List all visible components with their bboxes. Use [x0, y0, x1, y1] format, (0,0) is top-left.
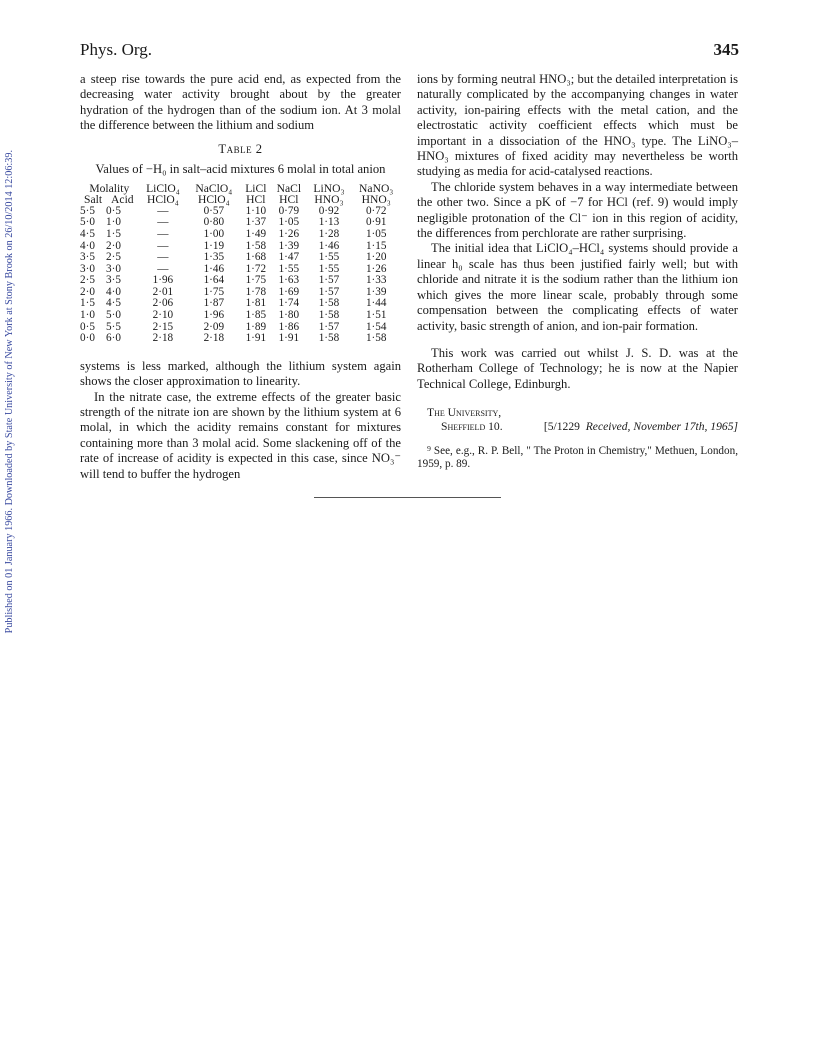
table-cell: 1·5 [106, 227, 121, 240]
download-watermark-text: Published on 01 January 1966. Downloaded by State University of New York at Stony Brook on 26/10/2014 12:06:39. [4, 150, 15, 634]
table-cell: 1·33 [365, 274, 387, 287]
table-cell: — [157, 227, 169, 240]
table-cell: 0·0 [80, 332, 95, 345]
column-subheader: HNO₃ [361, 193, 391, 207]
column-header: Molality [89, 181, 130, 195]
table-row [80, 333, 401, 345]
running-head-journal: Phys. Org. [80, 40, 152, 59]
received-date: Received, November 17th, 1965] [585, 419, 738, 433]
table-cell: 0·5 [80, 320, 95, 333]
table-cell: 1·75 [245, 274, 267, 287]
table-cell: 1·13 [318, 216, 340, 229]
column-subheader: HClO₄ [197, 193, 230, 207]
table-cell: — [157, 204, 169, 217]
right-column [417, 72, 738, 483]
table-cell: 1·58 [318, 297, 340, 310]
page-number: 345 [713, 40, 739, 59]
table-cell: 0·57 [203, 204, 225, 217]
table-row [80, 287, 401, 299]
table-cell: 1·5 [80, 297, 95, 310]
table-body [80, 206, 401, 345]
table-cell: — [157, 262, 169, 275]
table-cell: 1·55 [278, 262, 300, 275]
paragraph-right-1: ions by forming neutral HNO₃; but the detailed interpretation is naturally complicated by the accompanying changes in water activity, ion-pairing effects with the metal cation, and the electrostatic activity coefficient effects which must be important in a dissociation of the HNO₃ type. The LiNO₃–HNO₃ mixtures of fixed acidity may nevertheless be worth studying as media for acid-catalysed reactions. [417, 72, 738, 179]
table-caption: Values of −H₀ in salt–acid mixtures 6 molal in total anion [95, 162, 386, 177]
table-cell: 2·09 [203, 320, 225, 333]
table-cell: 2·06 [152, 297, 174, 310]
table-cell: 1·91 [245, 332, 267, 345]
receipt-info [544, 420, 738, 433]
table-cell: 4·0 [106, 285, 121, 298]
table-cell: 0·91 [365, 216, 387, 229]
table-cell: 1·87 [203, 297, 225, 310]
table-row [80, 264, 401, 276]
table-row [80, 322, 401, 334]
column-header: NaClO₄ [195, 181, 233, 195]
column-subheader: Salt [84, 193, 103, 207]
table-cell: 1·96 [203, 309, 225, 322]
footnote: ⁹ See, e.g., R. P. Bell, " The Proton in Chemistry," Methuen, London, 1959, p. 89. [417, 444, 738, 471]
table-cell: — [157, 239, 169, 252]
table-cell: 1·64 [203, 274, 225, 287]
table-row [80, 241, 401, 253]
table-cell: 1·19 [203, 239, 225, 252]
table-cell: 0·92 [318, 204, 340, 217]
table-cell: 1·00 [203, 227, 225, 240]
table-cell: 1·0 [106, 216, 121, 229]
table-cell: 1·49 [245, 227, 267, 240]
table-cell: 2·5 [106, 251, 121, 264]
end-rule [314, 497, 501, 498]
table-cell: 5·0 [80, 216, 95, 229]
table-cell: 5·0 [106, 309, 121, 322]
table-cell: 1·68 [245, 251, 267, 264]
table-row [80, 275, 401, 287]
table-cell: 3·0 [80, 262, 95, 275]
table-2 [80, 142, 401, 345]
table-row [80, 229, 401, 241]
table-cell: 1·55 [318, 262, 340, 275]
table-cell: 1·0 [80, 309, 95, 322]
table-cell: — [157, 216, 169, 229]
table-cell: 4·5 [106, 297, 121, 310]
table-row [80, 252, 401, 264]
column-header: LiNO₃ [313, 181, 345, 195]
table-cell: 1·72 [245, 262, 267, 275]
table-cell: 1·35 [203, 251, 225, 264]
paragraph-left-3: In the nitrate case, the extreme effects of the greater basic strength of the nitrate ion are shown by the lithium system at 6 molal, in which the acidity remains constant for mixtures containing more than 3 molal acid. Some slackening off of the rate of increase of acidity is expected in this case, since NO₃⁻ will tend to buffer the hydrogen [80, 389, 401, 481]
column-subheader: HClO₄ [147, 193, 179, 207]
table-cell: 1·63 [278, 274, 300, 287]
table-cell: 2·0 [80, 285, 95, 298]
table-cell: 4·0 [80, 239, 95, 252]
column-header: NaCl [276, 181, 302, 195]
table-cell: 1·05 [365, 227, 387, 240]
table-cell: 1·57 [318, 274, 340, 287]
table-cell: 1·55 [318, 251, 340, 264]
table-cell: 1·75 [203, 285, 225, 298]
table-cell: 1·39 [365, 285, 387, 298]
table-cell: 0·5 [106, 204, 121, 217]
table-cell: 1·57 [318, 285, 340, 298]
manuscript-number: [5/1229 [543, 419, 580, 433]
table-cell: 3·5 [80, 251, 95, 264]
table-cell: — [157, 251, 169, 264]
table-cell: 1·69 [278, 285, 300, 298]
table-row [80, 217, 401, 229]
table-cell: 2·18 [203, 332, 225, 345]
table-cell: 1·86 [278, 320, 300, 333]
data-table [80, 183, 401, 345]
table-row [80, 206, 401, 218]
table-cell: 0·79 [278, 204, 300, 217]
table-cell: 1·26 [365, 262, 387, 275]
table-cell: 2·01 [152, 285, 174, 298]
column-subheader: HCl [246, 193, 266, 207]
table-cell: 3·5 [106, 274, 121, 287]
table-cell: 1·15 [365, 239, 387, 252]
paragraph-right-2: The chloride system behaves in a way intermediate between the other two. Since a pK of −7 for HCl (ref. 9) would imply negligible protonation of the Cl⁻ ion in this region of acidity, the differences from perchlorate are rather surprising. [417, 179, 738, 241]
affiliation [417, 406, 738, 433]
table-cell: 1·28 [318, 227, 340, 240]
column-subheader: HNO₃ [314, 193, 344, 207]
column-subheader: Acid [111, 193, 134, 207]
table-cell: 4·5 [80, 227, 95, 240]
table-cell: 1·58 [365, 332, 387, 345]
table-cell: 1·46 [203, 262, 225, 275]
table-cell: 5·5 [106, 320, 121, 333]
column-subheader: HCl [279, 193, 299, 207]
table-cell: 1·85 [245, 309, 267, 322]
table-cell: 1·37 [245, 216, 267, 229]
table-cell: 1·58 [318, 309, 340, 322]
download-watermark [4, 150, 16, 670]
table-cell: 1·91 [278, 332, 300, 345]
table-cell: 5·5 [80, 204, 95, 217]
table-cell: 0·72 [365, 204, 387, 217]
table-cell: 1·58 [245, 239, 267, 252]
table-title: Table 2 [218, 141, 263, 156]
column-header: LiClO₄ [146, 181, 180, 195]
table-row [80, 298, 401, 310]
table-cell: 2·18 [152, 332, 174, 345]
table-cell: 1·51 [365, 309, 387, 322]
left-column [80, 72, 401, 482]
paragraph-left-1: a steep rise towards the pure acid end, as expected from the decreasing water activity brought about by the greater hydration of the hydrogen than of the sodium ion. At 3 molal the difference between the lithium and sodium [80, 72, 401, 133]
table-cell: 1·78 [245, 285, 267, 298]
table-cell: 1·57 [318, 320, 340, 333]
table-cell: 1·44 [365, 297, 387, 310]
table-cell: 2·5 [80, 274, 95, 287]
table-cell: 1·39 [278, 239, 300, 252]
table-cell: 1·81 [245, 297, 267, 310]
table-cell: 1·54 [365, 320, 387, 333]
acknowledgement: This work was carried out whilst J. S. D. was at the Rotherham College of Technology; he is now at the Napier Technical College, Edinburgh. [417, 345, 738, 391]
table-row [80, 310, 401, 322]
table-cell: 1·58 [318, 332, 340, 345]
table-cell: 6·0 [106, 332, 121, 345]
table-cell: 1·05 [278, 216, 300, 229]
table-cell: 1·20 [365, 251, 387, 264]
column-header: LiCl [245, 181, 267, 195]
affiliation-institution: The University, [427, 406, 502, 420]
table-cell: 2·10 [152, 309, 174, 322]
table-cell: 1·46 [318, 239, 340, 252]
table-cell: 3·0 [106, 262, 121, 275]
table-cell: 1·80 [278, 309, 300, 322]
paragraph-left-2: systems is less marked, although the lithium system again shows the closer approximation to linearity. [80, 358, 401, 389]
affiliation-city: Sheffield 10. [441, 419, 503, 433]
table-cell: 1·10 [245, 204, 267, 217]
table-cell: 1·47 [278, 251, 300, 264]
table-cell: 0·80 [203, 216, 225, 229]
table-cell: 1·74 [278, 297, 300, 310]
table-cell: 1·26 [278, 227, 300, 240]
table-cell: 2·15 [152, 320, 174, 333]
paragraph-right-3: The initial idea that LiClO₄–HCl₄ systems should provide a linear h₀ scale has thus been justified fairly well; but with chloride and nitrate it is the sodium rather than the lithium ion which gives the more linear scale, probably through some compensation between the complicating effects of water activity, basic strength of anion, and ion-pair formation. [417, 241, 738, 333]
column-header: NaNO₃ [359, 181, 394, 195]
table-cell: 1·96 [152, 274, 174, 287]
table-cell: 2·0 [106, 239, 121, 252]
table-cell: 1·89 [245, 320, 267, 333]
affiliation-row [417, 420, 738, 433]
